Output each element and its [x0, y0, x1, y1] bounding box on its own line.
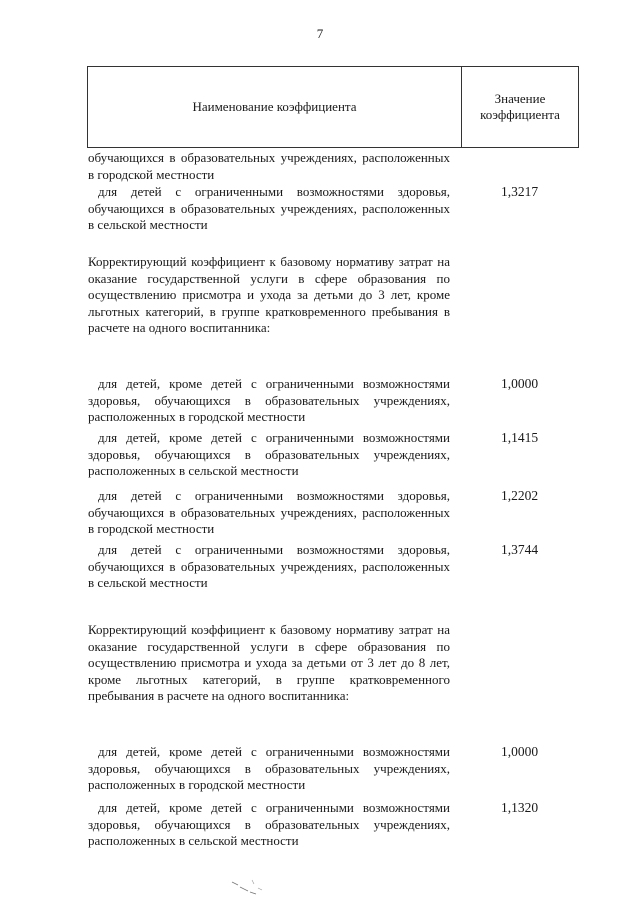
table-header — [87, 66, 579, 148]
row-description: для детей с ограниченными возможностями здоровья, обучающихся в образовательных учреждениях, расположенных в сельской местности — [88, 542, 450, 590]
row-value: 1,1320 — [500, 800, 539, 815]
row-value: 1,2202 — [500, 488, 539, 503]
row-description: обучающихся в образовательных учреждениях, расположенных в городской местности — [88, 150, 450, 182]
section-heading: Корректирующий коэффициент к базовому нормативу затрат на оказание государственной услуги в сфере образования по осуществлению присмотра и ухода за детьми до 3 лет, кроме льготных категорий, в группе кратковременного пребывания в расчете на одного воспитанника: — [88, 254, 450, 335]
column-header-value-text: Значение коэффициента — [480, 91, 560, 122]
row-value: 1,0000 — [500, 744, 539, 759]
page-number: 7 — [316, 26, 324, 41]
row-description: для детей с ограниченными возможностями здоровья, обучающихся в образовательных учреждениях, расположенных в сельской местности — [88, 184, 450, 232]
row-value: 1,3744 — [500, 542, 539, 557]
row-description: для детей, кроме детей с ограниченными возможностями здоровья, обучающихся в образовательных учреждениях, расположенных в городской местности — [88, 744, 450, 792]
row-description: для детей, кроме детей с ограниченными возможностями здоровья, обучающихся в образовательных учреждениях, расположенных в сельской местности — [88, 430, 450, 478]
row-value: 1,0000 — [500, 376, 539, 391]
column-header-name: Наименование коэффициента — [88, 67, 462, 147]
row-value: 1,3217 — [500, 184, 539, 199]
column-header-value — [462, 67, 578, 147]
row-description: для детей с ограниченными возможностями здоровья, обучающихся в образовательных учреждениях, расположенных в городской местности — [88, 488, 450, 536]
section-heading: Корректирующий коэффициент к базовому нормативу затрат на оказание государственной услуги в сфере образования по осуществлению присмотра и ухода за детьми от 3 лет до 8 лет, кроме льготных категорий, в группе кратковременного пребывания в расчете на одного воспитанника: — [88, 622, 450, 703]
row-description: для детей, кроме детей с ограниченными возможностями здоровья, обучающихся в образовательных учреждениях, расположенных в городской местности — [88, 376, 450, 424]
row-description: для детей, кроме детей с ограниченными возможностями здоровья, обучающихся в образовательных учреждениях, расположенных в сельской местности — [88, 800, 450, 848]
row-value: 1,1415 — [500, 430, 539, 445]
scan-artifact — [230, 878, 266, 896]
